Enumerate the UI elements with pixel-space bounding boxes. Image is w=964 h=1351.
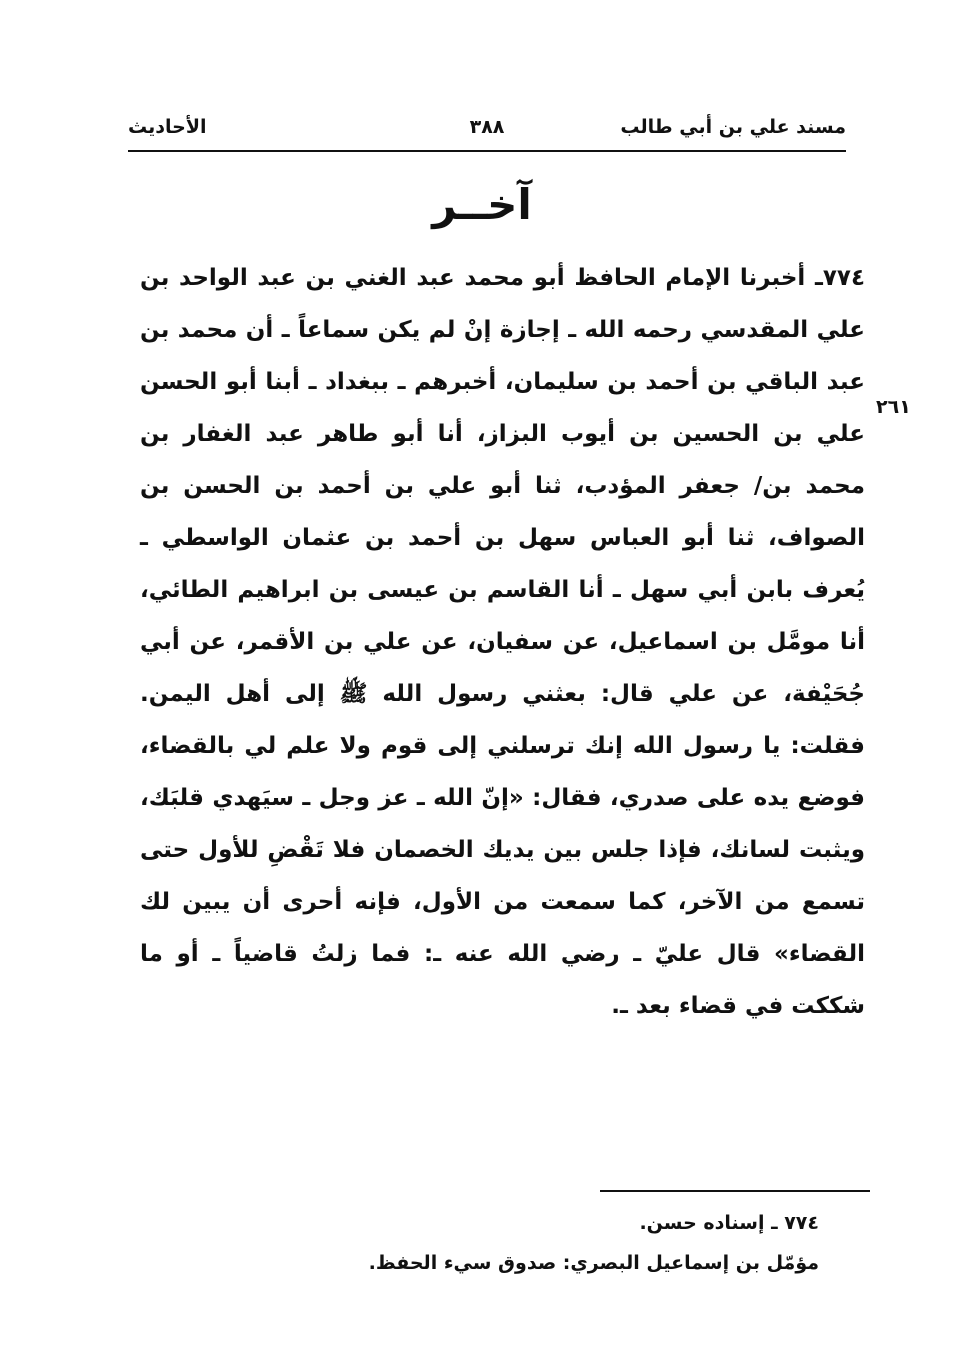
footnote-divider	[600, 1190, 870, 1192]
section-name: الأحاديث	[128, 116, 207, 138]
book-title: مسند علي بن أبي طالب	[620, 116, 846, 138]
running-header	[128, 112, 846, 152]
section-title: آخــر	[432, 180, 532, 229]
margin-page-reference: ٢٦١	[876, 396, 911, 418]
footnote-1: ٧٧٤ ـ إسناده حسن.	[639, 1212, 819, 1234]
footnote-2: مؤمّل بن إسماعيل البصري: صدوق سيء الحفظ.	[368, 1252, 819, 1274]
page-number: ٣٨٨	[469, 116, 505, 138]
hadith-text: ٧٧٤ـ أخبرنا الإمام الحافظ أبو محمد عبد الغني بن عبد الواحد بن علي المقدسي رحمه الله ـ إجازة إنْ لم يكن سماعاً ـ أن محمد بن عبد الباقي بن أحمد بن سليمان، أخبرهم ـ ببغداد ـ أبنا أبو الحسن علي بن الحسين بن أيوب البزاز، أنا أبو طاهر عبد الغفار بن محمد بن/ جعفر المؤدب، ثنا أبو علي بن أحمد بن الحسن بن الصواف، ثنا أبو العباس سهل بن أحمد بن عثمان الواسطي ـ يُعرف بابن أبي سهل ـ أنا القاسم بن عيسى بن ابراهيم الطائي، أنا مومَّل بن اسماعيل، عن سفيان، عن علي بن الأقمر، عن أبي جُحَيْفة، عن علي قال: بعثني رسول الله ﷺ إلى أهل اليمن. فقلت: يا رسول الله إنك ترسلني إلى قوم ولا علم لي بالقضاء، فوضع يده على صدري، فقال: «إنّ الله ـ عز وجل ـ سيَهدي قلبَك، ويثبت لسانك، فإذا جلس بين يديك الخصمان فلا تَقْضِ للأول حتى تسمع من الآخر، كما سمعت من الأول، فإنه أحرى أن يبين لك القضاء» قال عليّ ـ رضي الله عنه ـ: فما زلتُ قاضياً ـ أو ما شككت في قضاء بعد ـ.	[140, 265, 865, 1019]
